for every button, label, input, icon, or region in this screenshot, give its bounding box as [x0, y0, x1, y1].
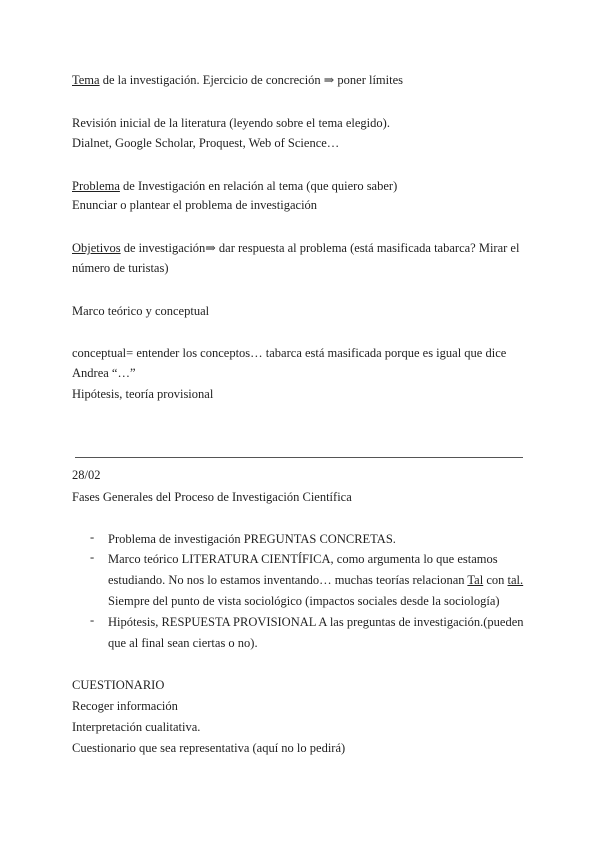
list-item: Marco teórico LITERATURA CIENTÍFICA, como argumenta lo que estamos	[108, 552, 498, 566]
enunciar-line: Enunciar o plantear el problema de investigación	[72, 198, 318, 212]
conceptual-line-2: Andrea “…”	[72, 366, 136, 380]
hipotesis-line: Hipótesis, teoría provisional	[72, 387, 214, 401]
revision-line-1: Revisión inicial de la literatura (leyendo sobre el tema elegido).	[72, 116, 390, 130]
marco-line: Marco teórico y conceptual	[72, 304, 210, 318]
list-item-text: con	[483, 573, 508, 587]
tema-label: Tema	[72, 73, 100, 87]
list-item-text: estudiando. No nos lo estamos inventando… muchas teorías relacionan	[108, 573, 468, 587]
problema-text: de Investigación en relación al tema (que quiero saber)	[119, 179, 398, 193]
list-item: Hipótesis, RESPUESTA PROVISIONAL A las preguntas de investigación.(pueden	[108, 615, 524, 629]
objetivos-text: de investigación⇒ dar respuesta al problema (está masificada tabarca? Mirar el	[120, 241, 520, 255]
horizontal-divider	[75, 457, 523, 458]
objetivos-line	[72, 239, 519, 257]
list-item-continuation	[108, 571, 523, 589]
revision-line-2: Dialnet, Google Scholar, Proquest, Web of Science…	[72, 136, 340, 150]
list-item-continuation: Siempre del punto de vista sociológico (impactos sociales desde la sociología)	[108, 594, 500, 608]
list-item-continuation: que al final sean ciertas o no).	[108, 636, 258, 650]
objetivos-line-2: número de turistas)	[72, 261, 169, 275]
bullet-marker: -	[90, 530, 95, 544]
section-heading: Fases Generales del Proceso de Investigación Científica	[72, 490, 352, 504]
tema-text: de la investigación. Ejercicio de concreción ⇒ poner límites	[99, 73, 404, 87]
problema-label: Problema	[72, 179, 120, 193]
conceptual-line-1: conceptual= entender los conceptos… tabarca está masificada porque es igual que dice	[72, 346, 507, 360]
representativa-line: Cuestionario que sea representativa (aquí no lo pedirá)	[72, 741, 346, 755]
date: 28/02	[72, 468, 101, 482]
tema-line	[72, 71, 403, 89]
objetivos-label: Objetivos	[72, 241, 121, 255]
tal-underlined: Tal	[467, 573, 484, 587]
interpretacion-line: Interpretación cualitativa.	[72, 720, 201, 734]
bullet-marker: -	[90, 550, 95, 564]
recoger-line: Recoger información	[72, 699, 178, 713]
problema-line	[72, 177, 397, 195]
tal-underlined: tal.	[507, 573, 524, 587]
list-item: Problema de investigación PREGUNTAS CONCRETAS.	[108, 532, 396, 546]
bullet-marker: -	[90, 613, 95, 627]
cuestionario-heading: CUESTIONARIO	[72, 678, 165, 692]
